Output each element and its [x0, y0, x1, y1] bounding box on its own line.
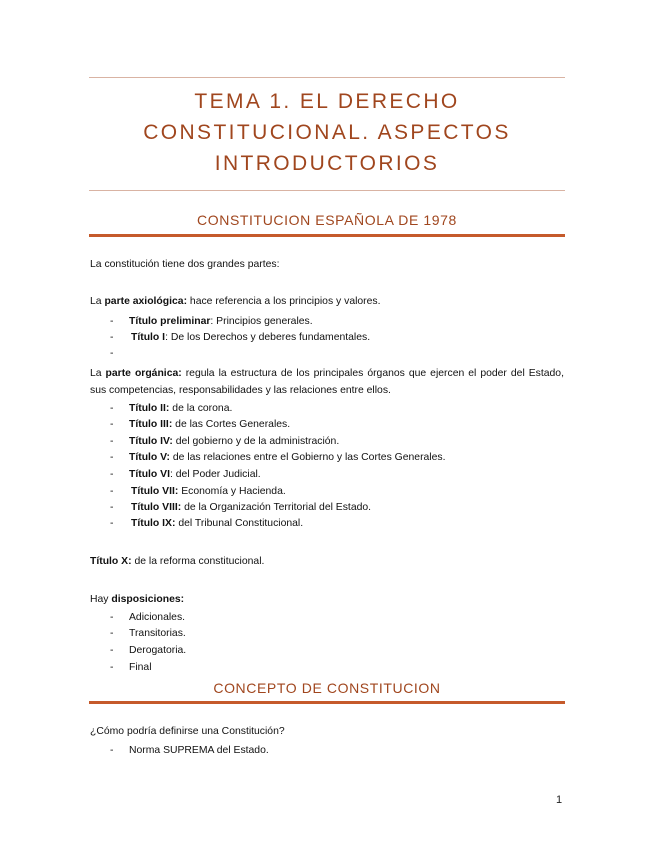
- list-text: : del Poder Judicial.: [169, 469, 261, 480]
- list-term: Título VI: [129, 469, 170, 480]
- list-dash: -: [110, 628, 114, 639]
- organica-text: regula la estructura de los principales órganos que ejercen el poder del Estado, sus competencias, responsabilidades y las relaciones entre ellos.: [90, 368, 564, 396]
- list-text: del gobierno y de la administración.: [172, 436, 340, 447]
- list-text: de la corona.: [169, 403, 233, 414]
- list-dash: -: [110, 436, 114, 447]
- section-heading-constitucion-1978: CONSTITUCION ESPAÑOLA DE 1978: [197, 212, 457, 228]
- list-item: [110, 452, 445, 463]
- title-top-rule: [89, 77, 565, 78]
- disposiciones-term: disposiciones:: [111, 594, 185, 605]
- list-text: de la Organización Territorial del Estado.: [181, 502, 372, 513]
- list-dash: -: [110, 419, 114, 430]
- axiologica-paragraph: [90, 296, 381, 307]
- title-line-3: INTRODUCTORIOS: [214, 152, 440, 175]
- list-dash: -: [110, 518, 114, 529]
- intro-paragraph: La constitución tiene dos grandes partes:: [90, 259, 280, 270]
- list-text: Economía y Hacienda.: [178, 486, 286, 497]
- section-heading-concepto: CONCEPTO DE CONSTITUCION: [213, 680, 441, 696]
- list-term: Título VII:: [131, 486, 179, 497]
- list-item: [110, 332, 370, 343]
- axiologica-term: parte axiológica:: [104, 296, 188, 307]
- list-item: [110, 745, 269, 756]
- document-title: [89, 86, 565, 179]
- list-term: Título VIII:: [131, 502, 182, 513]
- list-item: [110, 502, 371, 513]
- section-1-underline: [89, 234, 565, 237]
- list-item: [110, 645, 186, 656]
- title-line-2: CONSTITUCIONAL. ASPECTOS: [143, 121, 511, 144]
- disposiciones-pre: Hay: [90, 594, 112, 605]
- list-dash: -: [110, 662, 114, 673]
- list-dash: -: [110, 469, 114, 480]
- section-2-underline: [89, 701, 565, 704]
- list-term: Título IV:: [129, 436, 173, 447]
- list-dash: -: [110, 745, 114, 756]
- list-text: de las Cortes Generales.: [172, 419, 291, 430]
- list-term: Título IX:: [131, 518, 176, 529]
- list-dash: -: [110, 316, 114, 327]
- list-term: Título I: [131, 332, 166, 343]
- list-item: [110, 486, 286, 497]
- list-term: Título II:: [129, 403, 170, 414]
- list-item: [110, 469, 261, 480]
- list-term: Título preliminar: [129, 316, 211, 327]
- list-item: [110, 628, 186, 639]
- list-text: de las relaciones entre el Gobierno y las Cortes Generales.: [169, 452, 446, 463]
- question-paragraph: ¿Cómo podría definirse una Constitución?: [90, 726, 285, 737]
- list-item: [110, 316, 313, 327]
- axiologica-text: hace referencia a los principios y valores.: [187, 296, 381, 307]
- list-term: Título III:: [129, 419, 173, 430]
- organica-term: parte orgánica:: [105, 368, 182, 379]
- page-number: 1: [556, 794, 563, 806]
- list-dash: -: [110, 452, 114, 463]
- list-text: Transitorias.: [129, 628, 186, 639]
- title-bottom-rule: [89, 190, 565, 191]
- list-item: [110, 612, 185, 623]
- list-item-empty: [110, 348, 129, 359]
- list-item: [110, 518, 303, 529]
- organica-paragraph: [90, 365, 564, 399]
- list-text: del Tribunal Constitucional.: [175, 518, 304, 529]
- list-term: Título V:: [129, 452, 170, 463]
- list-dash: -: [110, 502, 114, 513]
- list-item: [110, 419, 290, 430]
- list-text: : Principios generales.: [210, 316, 313, 327]
- organica-pre: La: [90, 368, 106, 379]
- list-dash: -: [110, 645, 114, 656]
- list-item: [110, 662, 152, 673]
- list-dash: -: [110, 612, 114, 623]
- list-item: [110, 403, 232, 414]
- list-item: [110, 436, 339, 447]
- disposiciones-paragraph: [90, 594, 184, 605]
- title-line-1: TEMA 1. EL DERECHO: [194, 90, 460, 113]
- list-text: Norma SUPREMA del Estado.: [129, 745, 269, 756]
- list-dash: -: [110, 348, 114, 359]
- list-text: Final: [129, 662, 152, 673]
- list-dash: -: [110, 332, 114, 343]
- titulo-x-text: de la reforma constitucional.: [131, 556, 265, 567]
- list-dash: -: [110, 486, 114, 497]
- list-text: Adicionales.: [129, 612, 186, 623]
- list-dash: -: [110, 403, 114, 414]
- axiologica-pre: La: [90, 296, 105, 307]
- titulo-x-term: Título X:: [90, 556, 132, 567]
- list-text: : De los Derechos y deberes fundamentales.: [165, 332, 371, 343]
- list-text: Derogatoria.: [129, 645, 187, 656]
- titulo-x-paragraph: [90, 556, 264, 567]
